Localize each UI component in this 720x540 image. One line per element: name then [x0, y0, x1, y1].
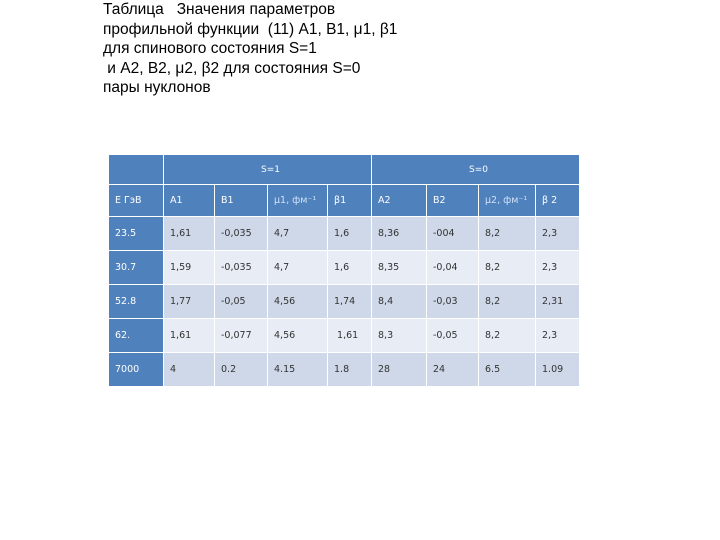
cell-mu2: 8,2 [479, 285, 536, 319]
table-row [109, 319, 580, 353]
cell-energy: 7000 [109, 353, 164, 387]
cell-b2: -0,04 [427, 251, 479, 285]
col-header-beta1: β1 [328, 185, 372, 217]
cell-b1: 0.2 [215, 353, 268, 387]
col-header-a2: A2 [372, 185, 427, 217]
cell-b2: -0,05 [427, 319, 479, 353]
cell-mu1: 4,56 [268, 319, 328, 353]
cell-a1: 1,59 [164, 251, 215, 285]
cell-beta1: 1.8 [328, 353, 372, 387]
cell-mu1: 4,7 [268, 217, 328, 251]
column-header-row [109, 185, 580, 217]
table-row [109, 217, 580, 251]
cell-a2: 8,36 [372, 217, 427, 251]
table-row [109, 353, 580, 387]
cell-mu1: 4,56 [268, 285, 328, 319]
caption-line-5: пары нуклонов [103, 79, 211, 96]
table-row [109, 251, 580, 285]
cell-b2: -004 [427, 217, 479, 251]
cell-a1: 1,77 [164, 285, 215, 319]
cell-a1: 1,61 [164, 319, 215, 353]
caption-line-1: Таблица Значения параметров [103, 1, 336, 18]
group-header-row [109, 155, 580, 185]
group-header-s0: S=0 [372, 155, 580, 185]
cell-b1: -0,035 [215, 251, 268, 285]
cell-beta1: 1,61 [328, 319, 372, 353]
cell-mu2: 8,2 [479, 251, 536, 285]
caption-line-3: для спинового состояния S=1 [103, 40, 317, 57]
cell-beta1: 1,74 [328, 285, 372, 319]
cell-a1: 4 [164, 353, 215, 387]
cell-mu2: 6.5 [479, 353, 536, 387]
table-row [109, 285, 580, 319]
cell-a2: 8,4 [372, 285, 427, 319]
cell-mu1: 4.15 [268, 353, 328, 387]
cell-energy: 23.5 [109, 217, 164, 251]
cell-beta2: 2,3 [536, 251, 580, 285]
cell-b1: -0,035 [215, 217, 268, 251]
cell-beta2: 2,3 [536, 319, 580, 353]
parameters-table [108, 154, 580, 387]
cell-mu2: 8,2 [479, 319, 536, 353]
cell-beta1: 1,6 [328, 217, 372, 251]
cell-b2: 24 [427, 353, 479, 387]
cell-energy: 30.7 [109, 251, 164, 285]
group-header-s1: S=1 [164, 155, 372, 185]
cell-mu1: 4,7 [268, 251, 328, 285]
cell-a2: 8,35 [372, 251, 427, 285]
cell-mu2: 8,2 [479, 217, 536, 251]
cell-a2: 28 [372, 353, 427, 387]
col-header-mu1: μ1, фм⁻¹ [268, 185, 328, 217]
caption-line-2: профильной функции (11) A1, B1, μ1, β1 [103, 20, 398, 38]
caption-line-4: и A2, B2, μ2, β2 для состояния S=0 [103, 59, 361, 77]
cell-energy: 62. [109, 319, 164, 353]
col-header-beta2: β 2 [536, 185, 580, 217]
col-header-b2: B2 [427, 185, 479, 217]
table-caption [103, 0, 623, 98]
cell-b1: -0,05 [215, 285, 268, 319]
cell-b2: -0,03 [427, 285, 479, 319]
cell-beta2: 2,31 [536, 285, 580, 319]
cell-b1: -0,077 [215, 319, 268, 353]
cell-beta2: 1.09 [536, 353, 580, 387]
col-header-b1: B1 [215, 185, 268, 217]
cell-energy: 52.8 [109, 285, 164, 319]
header-corner [109, 155, 164, 185]
cell-a1: 1,61 [164, 217, 215, 251]
cell-beta1: 1,6 [328, 251, 372, 285]
col-header-energy: E ГэВ [109, 185, 164, 217]
col-header-mu2: μ2, фм⁻¹ [479, 185, 536, 217]
col-header-a1: A1 [164, 185, 215, 217]
cell-a2: 8,3 [372, 319, 427, 353]
cell-beta2: 2,3 [536, 217, 580, 251]
